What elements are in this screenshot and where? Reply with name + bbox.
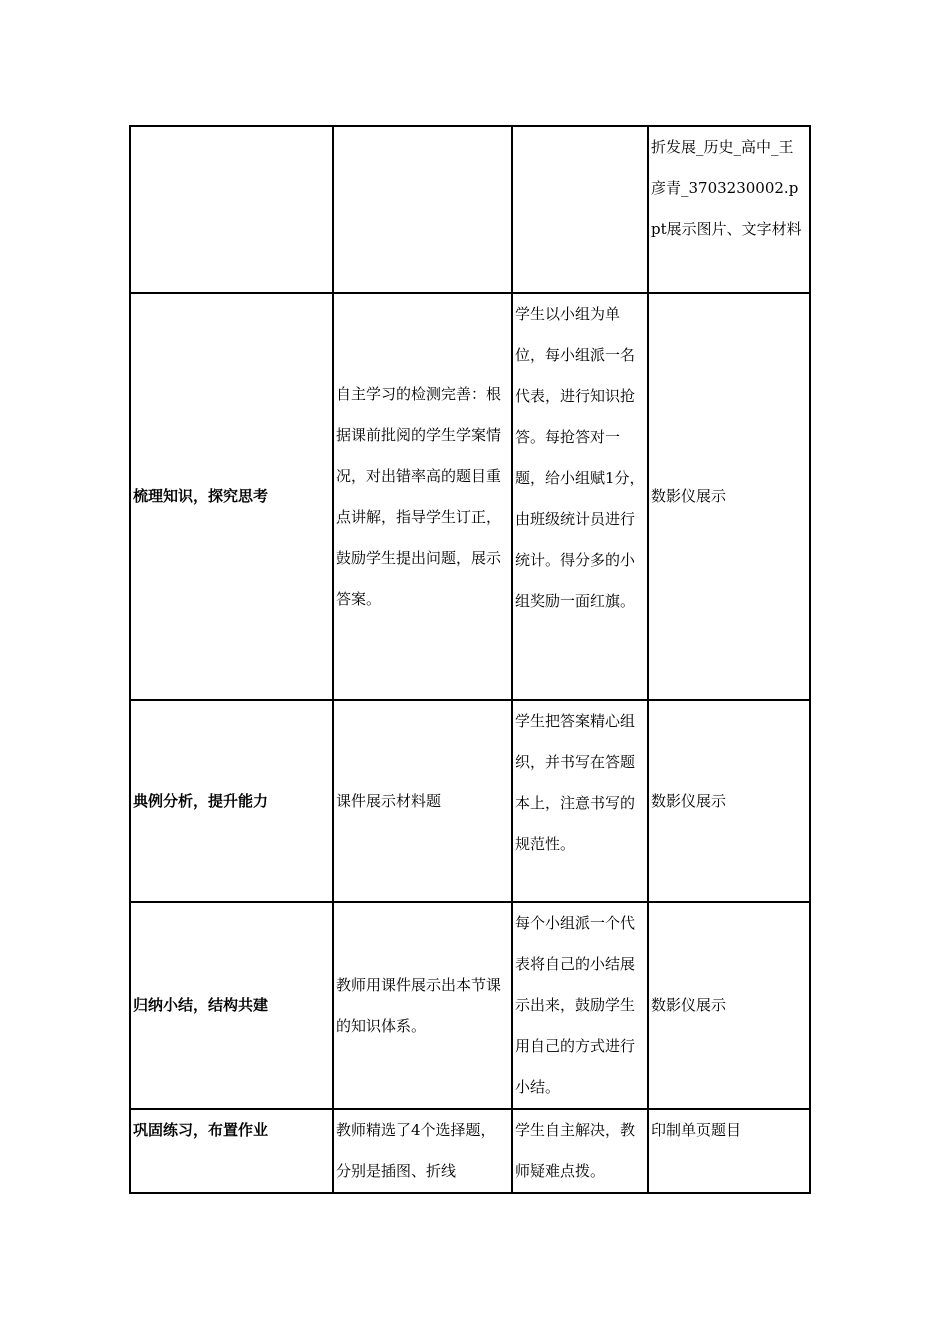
teacher-activity-cell: 教师精选了4个选择题，分别是插图、折线 <box>333 1109 512 1193</box>
student-activity-cell <box>512 126 648 293</box>
table-row <box>130 293 810 700</box>
media-cell: 折发展_历史_高中_王彦青_3703230002.ppt展示图片、文字材料 <box>648 126 810 293</box>
stage-cell: 典例分析，提升能力 <box>130 700 333 902</box>
teacher-activity-cell: 自主学习的检测完善：根据课前批阅的学生学案情况，对出错率高的题目重点讲解，指导学生订正，鼓励学生提出问题，展示答案。 <box>333 293 512 700</box>
stage-cell: 梳理知识，探究思考 <box>130 293 333 700</box>
media-cell: 数影仪展示 <box>648 700 810 902</box>
stage-cell: 巩固练习，布置作业 <box>130 1109 333 1193</box>
table-row <box>130 126 810 293</box>
media-cell: 数影仪展示 <box>648 902 810 1109</box>
teacher-activity-cell <box>333 126 512 293</box>
table-row <box>130 1109 810 1193</box>
teacher-activity-cell: 课件展示材料题 <box>333 700 512 902</box>
media-cell: 数影仪展示 <box>648 293 810 700</box>
stage-cell <box>130 126 333 293</box>
student-activity-cell: 学生把答案精心组织，并书写在答题本上，注意书写的规范性。 <box>512 700 648 902</box>
media-cell: 印制单页题目 <box>648 1109 810 1193</box>
stage-cell: 归纳小结，结构共建 <box>130 902 333 1109</box>
student-activity-cell: 学生以小组为单位，每小组派一名代表，进行知识抢答。每抢答对一题，给小组赋1分，由班级统计员进行统计。得分多的小组奖励一面红旗。 <box>512 293 648 700</box>
table-row <box>130 902 810 1109</box>
table-row <box>130 700 810 902</box>
teacher-activity-cell: 教师用课件展示出本节课的知识体系。 <box>333 902 512 1109</box>
student-activity-cell: 学生自主解决，教师疑难点拨。 <box>512 1109 648 1193</box>
student-activity-cell: 每个小组派一个代表将自己的小结展示出来，鼓励学生用自己的方式进行小结。 <box>512 902 648 1109</box>
lesson-plan-table <box>129 125 811 1194</box>
